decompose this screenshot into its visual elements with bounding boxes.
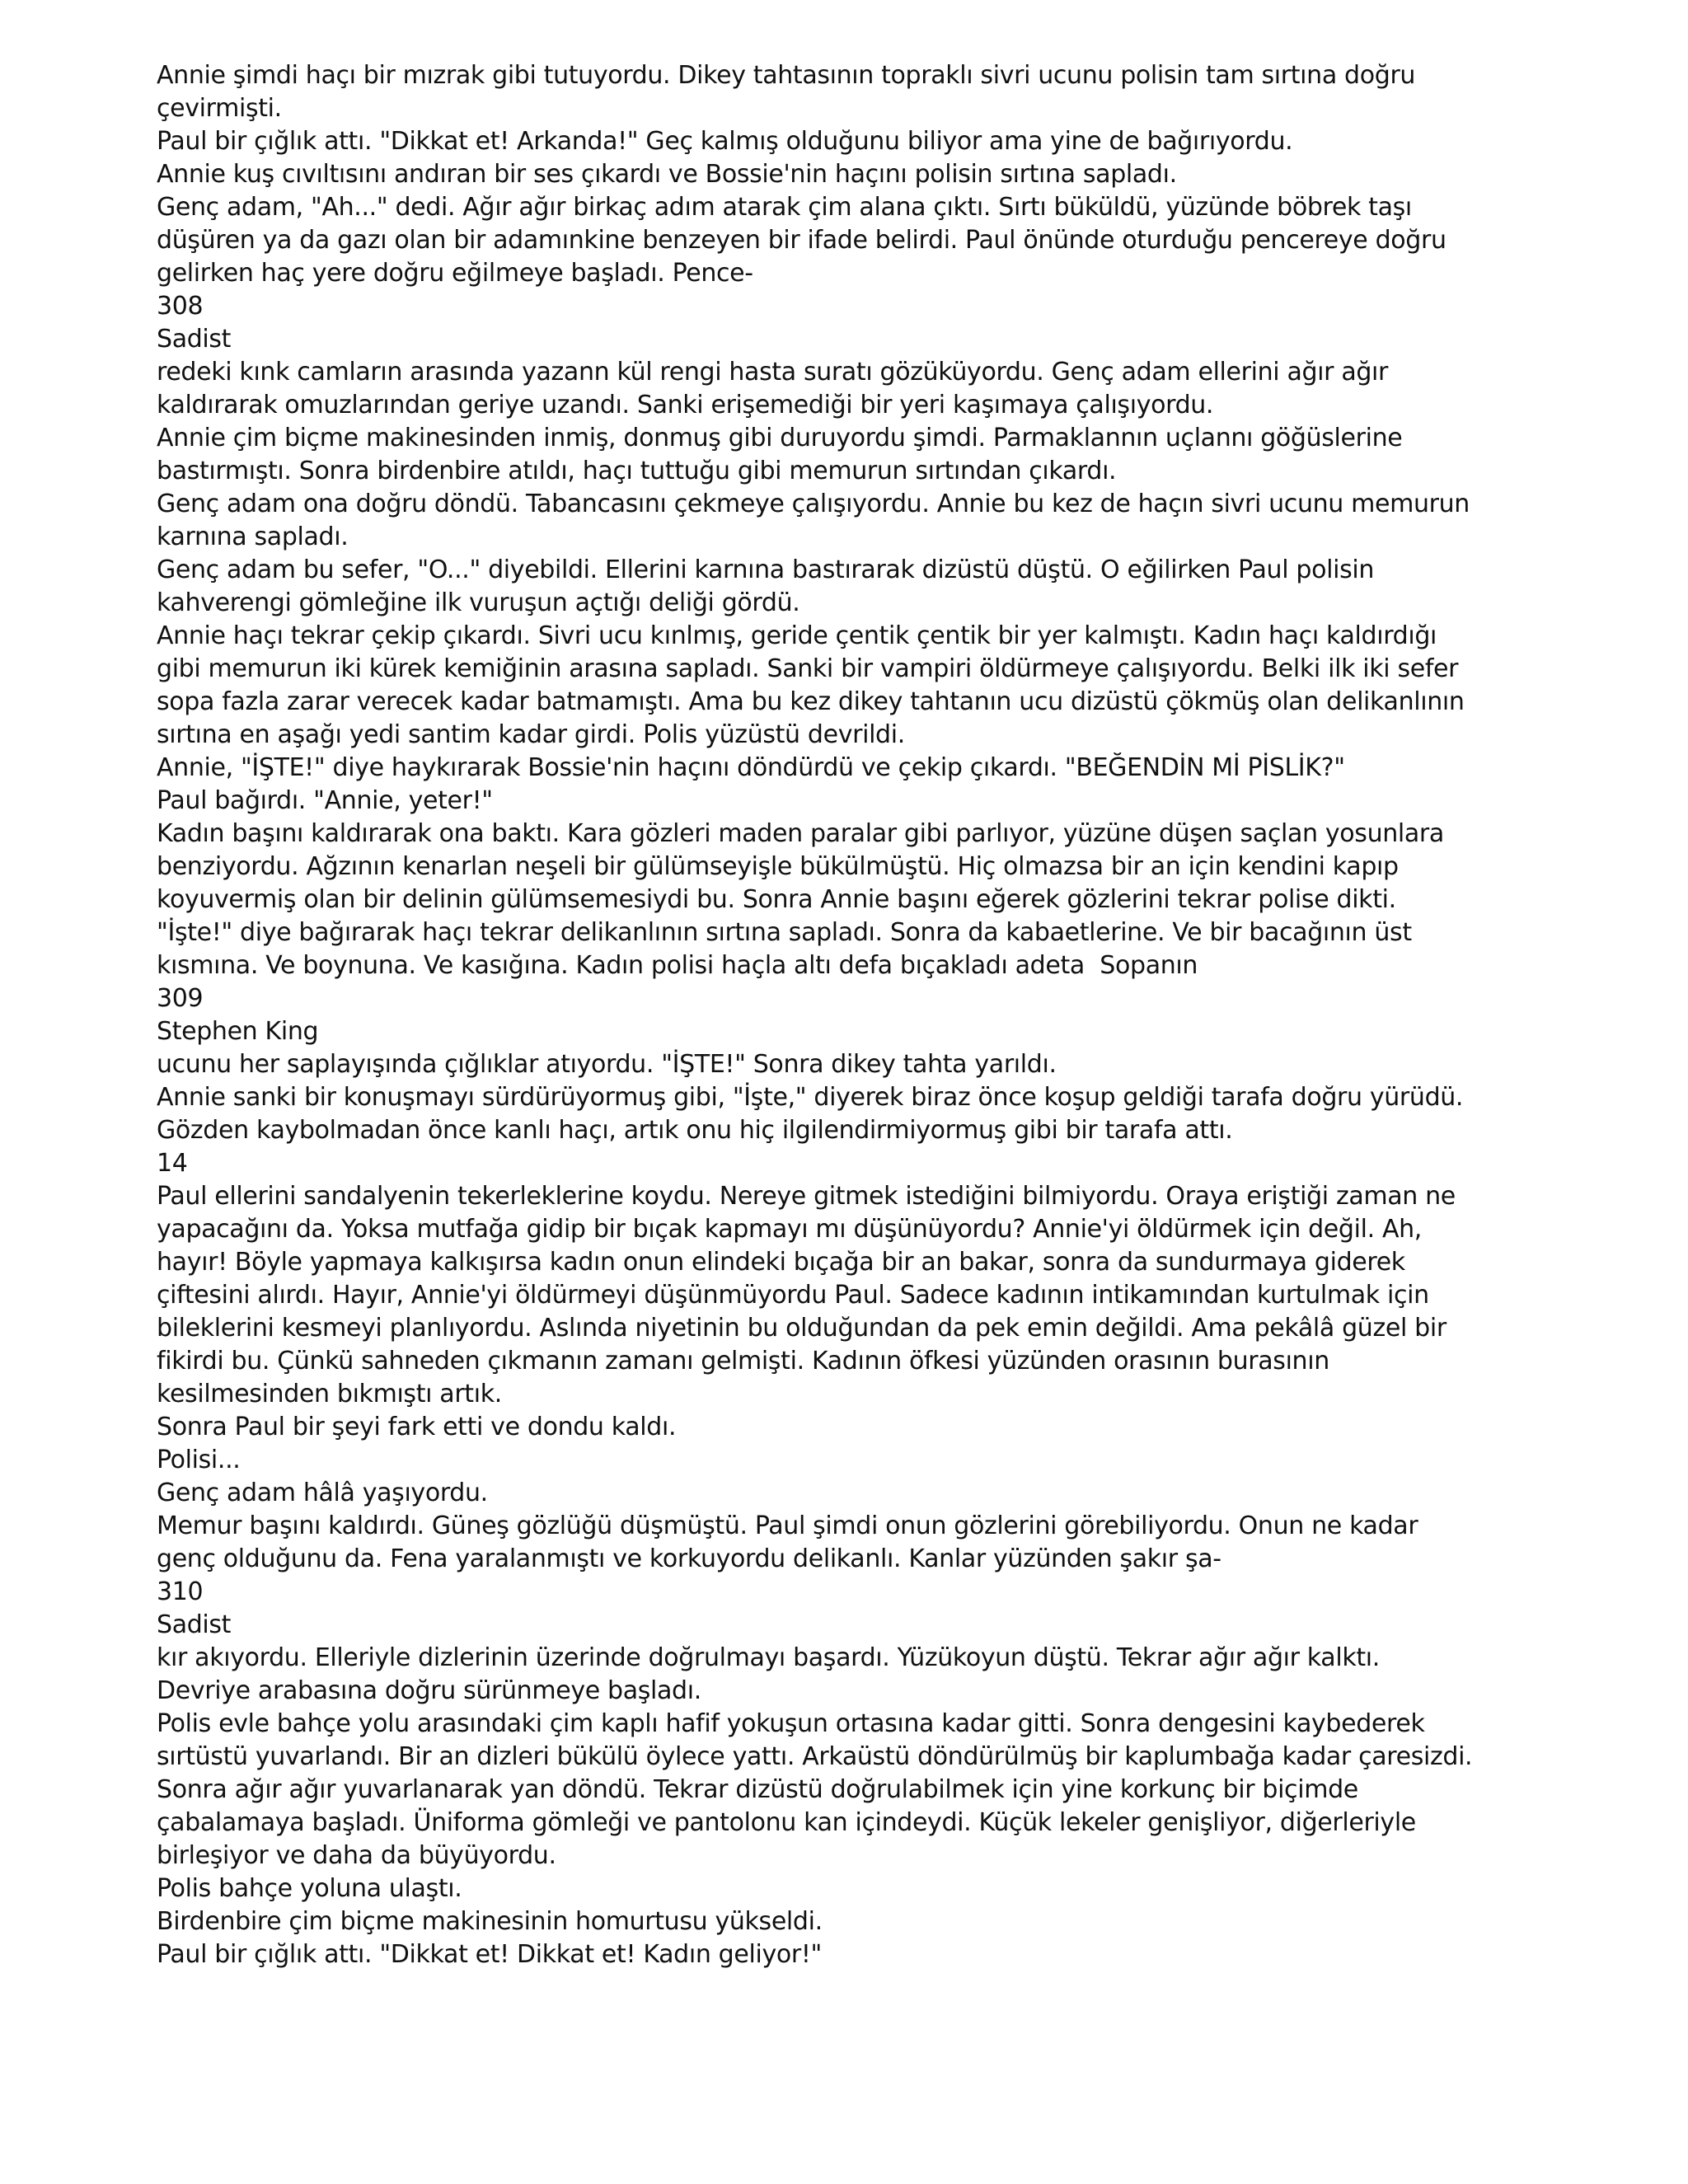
text-line: Annie kuş cıvıltısını andıran bir ses çıkardı ve Bossie'nin haçını polisin sırtına sapladı. bbox=[157, 160, 1177, 189]
text-line: Annie sanki bir konuşmayı sürdürüyormuş gibi, "İşte," diyerek biraz önce koşup geldiği tarafa doğru yürüdü. bbox=[157, 1083, 1464, 1112]
text-line: kır akıyordu. Elleriyle dizlerinin üzerinde doğrulmayı başardı. Yüzükoyun düştü. Tekrar ağır ağır kalktı. bbox=[157, 1643, 1380, 1672]
text-line: Sonra ağır ağır yuvarlanarak yan döndü. Tekrar dizüstü doğrulabilmek için yine korkunç bir biçimde bbox=[157, 1775, 1358, 1804]
text-line: hayır! Böyle yapmaya kalkışırsa kadın onun elindeki bıçağa bir an bakar, sonra da sundurmaya giderek bbox=[157, 1248, 1405, 1277]
text-line: yapacağını da. Yoksa mutfağa gidip bir bıçak kapmayı mı düşünüyordu? Annie'yi öldürmek için değil. Ah, bbox=[157, 1215, 1422, 1244]
text-line: genç olduğunu da. Fena yaralanmıştı ve korkuyordu delikanlı. Kanlar yüzünden şakır şa- bbox=[157, 1544, 1221, 1573]
text-line: 309 bbox=[157, 984, 204, 1013]
text-line: 310 bbox=[157, 1577, 204, 1606]
text-line: kahverengi gömleğine ilk vuruşun açtığı deliği gördü. bbox=[157, 588, 800, 617]
document-text bbox=[157, 59, 1558, 1971]
text-line: kısmına. Ve boynuna. Ve kasığına. Kadın polisi haçla altı defa bıçakladı adeta Sopanın bbox=[157, 951, 1198, 980]
text-line: Birdenbire çim biçme makinesinin homurtusu yükseldi. bbox=[157, 1907, 823, 1936]
text-line: sopa fazla zarar verecek kadar batmamıştı. Ama bu kez dikey tahtanın ucu dizüstü çökmüş olan delikanlının bbox=[157, 687, 1465, 716]
text-line: ucunu her saplayışında çığlıklar atıyordu. "İŞTE!" Sonra dikey tahta yarıldı. bbox=[157, 1050, 1057, 1079]
text-line: koyuvermiş olan bir delinin gülümsemesiydi bu. Sonra Annie başını eğerek gözlerini tekrar polise dikti. bbox=[157, 885, 1396, 914]
text-line: çiftesini alırdı. Hayır, Annie'yi öldürmeyi düşünmüyordu Paul. Sadece kadının intikamından kurtulmak için bbox=[157, 1281, 1429, 1310]
text-line: Polis bahçe yoluna ulaştı. bbox=[157, 1874, 462, 1903]
text-line: Genç adam bu sefer, "O..." diyebildi. Ellerini karnına bastırarak dizüstü düştü. O eğilirken Paul polisin bbox=[157, 555, 1374, 584]
text-line: Annie şimdi haçı bir mızrak gibi tutuyordu. Dikey tahtasının topraklı sivri ucunu polisin tam sırtına doğru bbox=[157, 61, 1416, 90]
text-line: fikirdi bu. Çünkü sahneden çıkmanın zamanı gelmişti. Kadının öfkesi yüzünden orasının burasının bbox=[157, 1347, 1329, 1376]
text-line: Genç adam ona doğru döndü. Tabancasını çekmeye çalışıyordu. Annie bu kez de haçın sivri ucunu memurun bbox=[157, 490, 1470, 518]
text-line: bileklerini kesmeyi planlıyordu. Aslında niyetinin bu olduğundan da pek emin değildi. Ama pekâlâ güzel bir bbox=[157, 1314, 1447, 1343]
text-line: düşüren ya da gazı olan bir adamınkine benzeyen bir ifade belirdi. Paul önünde oturduğu pencereye doğru bbox=[157, 226, 1447, 255]
text-line: "İşte!" diye bağırarak haçı tekrar delikanlının sırtına sapladı. Sonra da kabaetlerine. Ve bir bacağının üst bbox=[157, 918, 1412, 947]
text-line: Paul bir çığlık attı. "Dikkat et! Arkanda!" Geç kalmış olduğunu biliyor ama yine de bağırıyordu. bbox=[157, 127, 1293, 156]
text-line: Kadın başını kaldırarak ona baktı. Kara gözleri maden paralar gibi parlıyor, yüzüne düşen saçlan yosunlara bbox=[157, 819, 1444, 848]
text-line: kaldırarak omuzlarından geriye uzandı. Sanki erişemediği bir yeri kaşımaya çalışıyordu. bbox=[157, 391, 1214, 419]
text-line: benziyordu. Ağzının kenarlan neşeli bir gülümseyişle bükülmüştü. Hiç olmazsa bir an için kendini kapıp bbox=[157, 852, 1399, 881]
text-line: Sonra Paul bir şeyi fark etti ve dondu kaldı. bbox=[157, 1413, 677, 1441]
text-line: gelirken haç yere doğru eğilmeye başladı. Pence- bbox=[157, 259, 753, 288]
text-line: redeki kınk camların arasında yazann kül rengi hasta suratı gözüküyordu. Genç adam ellerini ağır ağır bbox=[157, 358, 1389, 387]
text-line: Paul ellerini sandalyenin tekerleklerine koydu. Nereye gitmek istediğini bilmiyordu. Oraya eriştiği zaman ne bbox=[157, 1182, 1456, 1211]
text-line: Devriye arabasına doğru sürünmeye başladı. bbox=[157, 1676, 701, 1705]
text-line: kesilmesinden bıkmıştı artık. bbox=[157, 1380, 502, 1408]
text-line: gibi memurun iki kürek kemiğinin arasına sapladı. Sanki bir vampiri öldürmeye çalışıyordu. Belki ilk iki sefer bbox=[157, 654, 1459, 683]
text-line: Paul bir çığlık attı. "Dikkat et! Dikkat et! Kadın geliyor!" bbox=[157, 1940, 822, 1969]
text-line: 308 bbox=[157, 292, 204, 321]
text-line: 14 bbox=[157, 1149, 188, 1178]
text-line: çevirmişti. bbox=[157, 94, 282, 123]
text-line: Stephen King bbox=[157, 1017, 319, 1046]
text-line: birleşiyor ve daha da büyüyordu. bbox=[157, 1841, 556, 1870]
text-line: Paul bağırdı. "Annie, yeter!" bbox=[157, 786, 493, 815]
text-line: Sadist bbox=[157, 325, 232, 354]
text-line: Polisi... bbox=[157, 1446, 241, 1474]
text-line: Genç adam, "Ah..." dedi. Ağır ağır birkaç adım atarak çim alana çıktı. Sırtı büküldü, yüzünde böbrek taşı bbox=[157, 193, 1412, 222]
text-line: Polis evle bahçe yolu arasındaki çim kaplı hafif yokuşun ortasına kadar gitti. Sonra dengesini kaybederek bbox=[157, 1709, 1425, 1738]
text-line: Memur başını kaldırdı. Güneş gözlüğü düşmüştü. Paul şimdi onun gözlerini görebiliyordu. Onun ne kadar bbox=[157, 1511, 1418, 1540]
text-line: sırtüstü yuvarlandı. Bir an dizleri bükülü öylece yattı. Arkaüstü döndürülmüş bir kaplumbağa kadar çaresizdi. bbox=[157, 1742, 1473, 1771]
text-line: Genç adam hâlâ yaşıyordu. bbox=[157, 1479, 488, 1507]
text-line: sırtına en aşağı yedi santim kadar girdi. Polis yüzüstü devrildi. bbox=[157, 720, 905, 749]
text-line: Annie haçı tekrar çekip çıkardı. Sivri ucu kınlmış, geride çentik çentik bir yer kalmıştı. Kadın haçı kaldırdığı bbox=[157, 621, 1437, 650]
text-line: Sadist bbox=[157, 1610, 232, 1639]
text-line: bastırmıştı. Sonra birdenbire atıldı, haçı tuttuğu gibi memurun sırtından çıkardı. bbox=[157, 457, 1117, 485]
text-line: Annie, "İŞTE!" diye haykırarak Bossie'nin haçını döndürdü ve çekip çıkardı. "BEĞENDİN Mİ PİSLİK?" bbox=[157, 753, 1345, 782]
text-line: Annie çim biçme makinesinden inmiş, donmuş gibi duruyordu şimdi. Parmaklannın uçlannı göğüslerine bbox=[157, 424, 1403, 452]
text-line: çabalamaya başladı. Üniforma gömleği ve pantolonu kan içindeydi. Küçük lekeler genişliyor, diğerleriyle bbox=[157, 1808, 1416, 1837]
text-line: karnına sapladı. bbox=[157, 523, 349, 551]
text-line: Gözden kaybolmadan önce kanlı haçı, artık onu hiç ilgilendirmiyormuş gibi bir tarafa attı. bbox=[157, 1116, 1233, 1145]
